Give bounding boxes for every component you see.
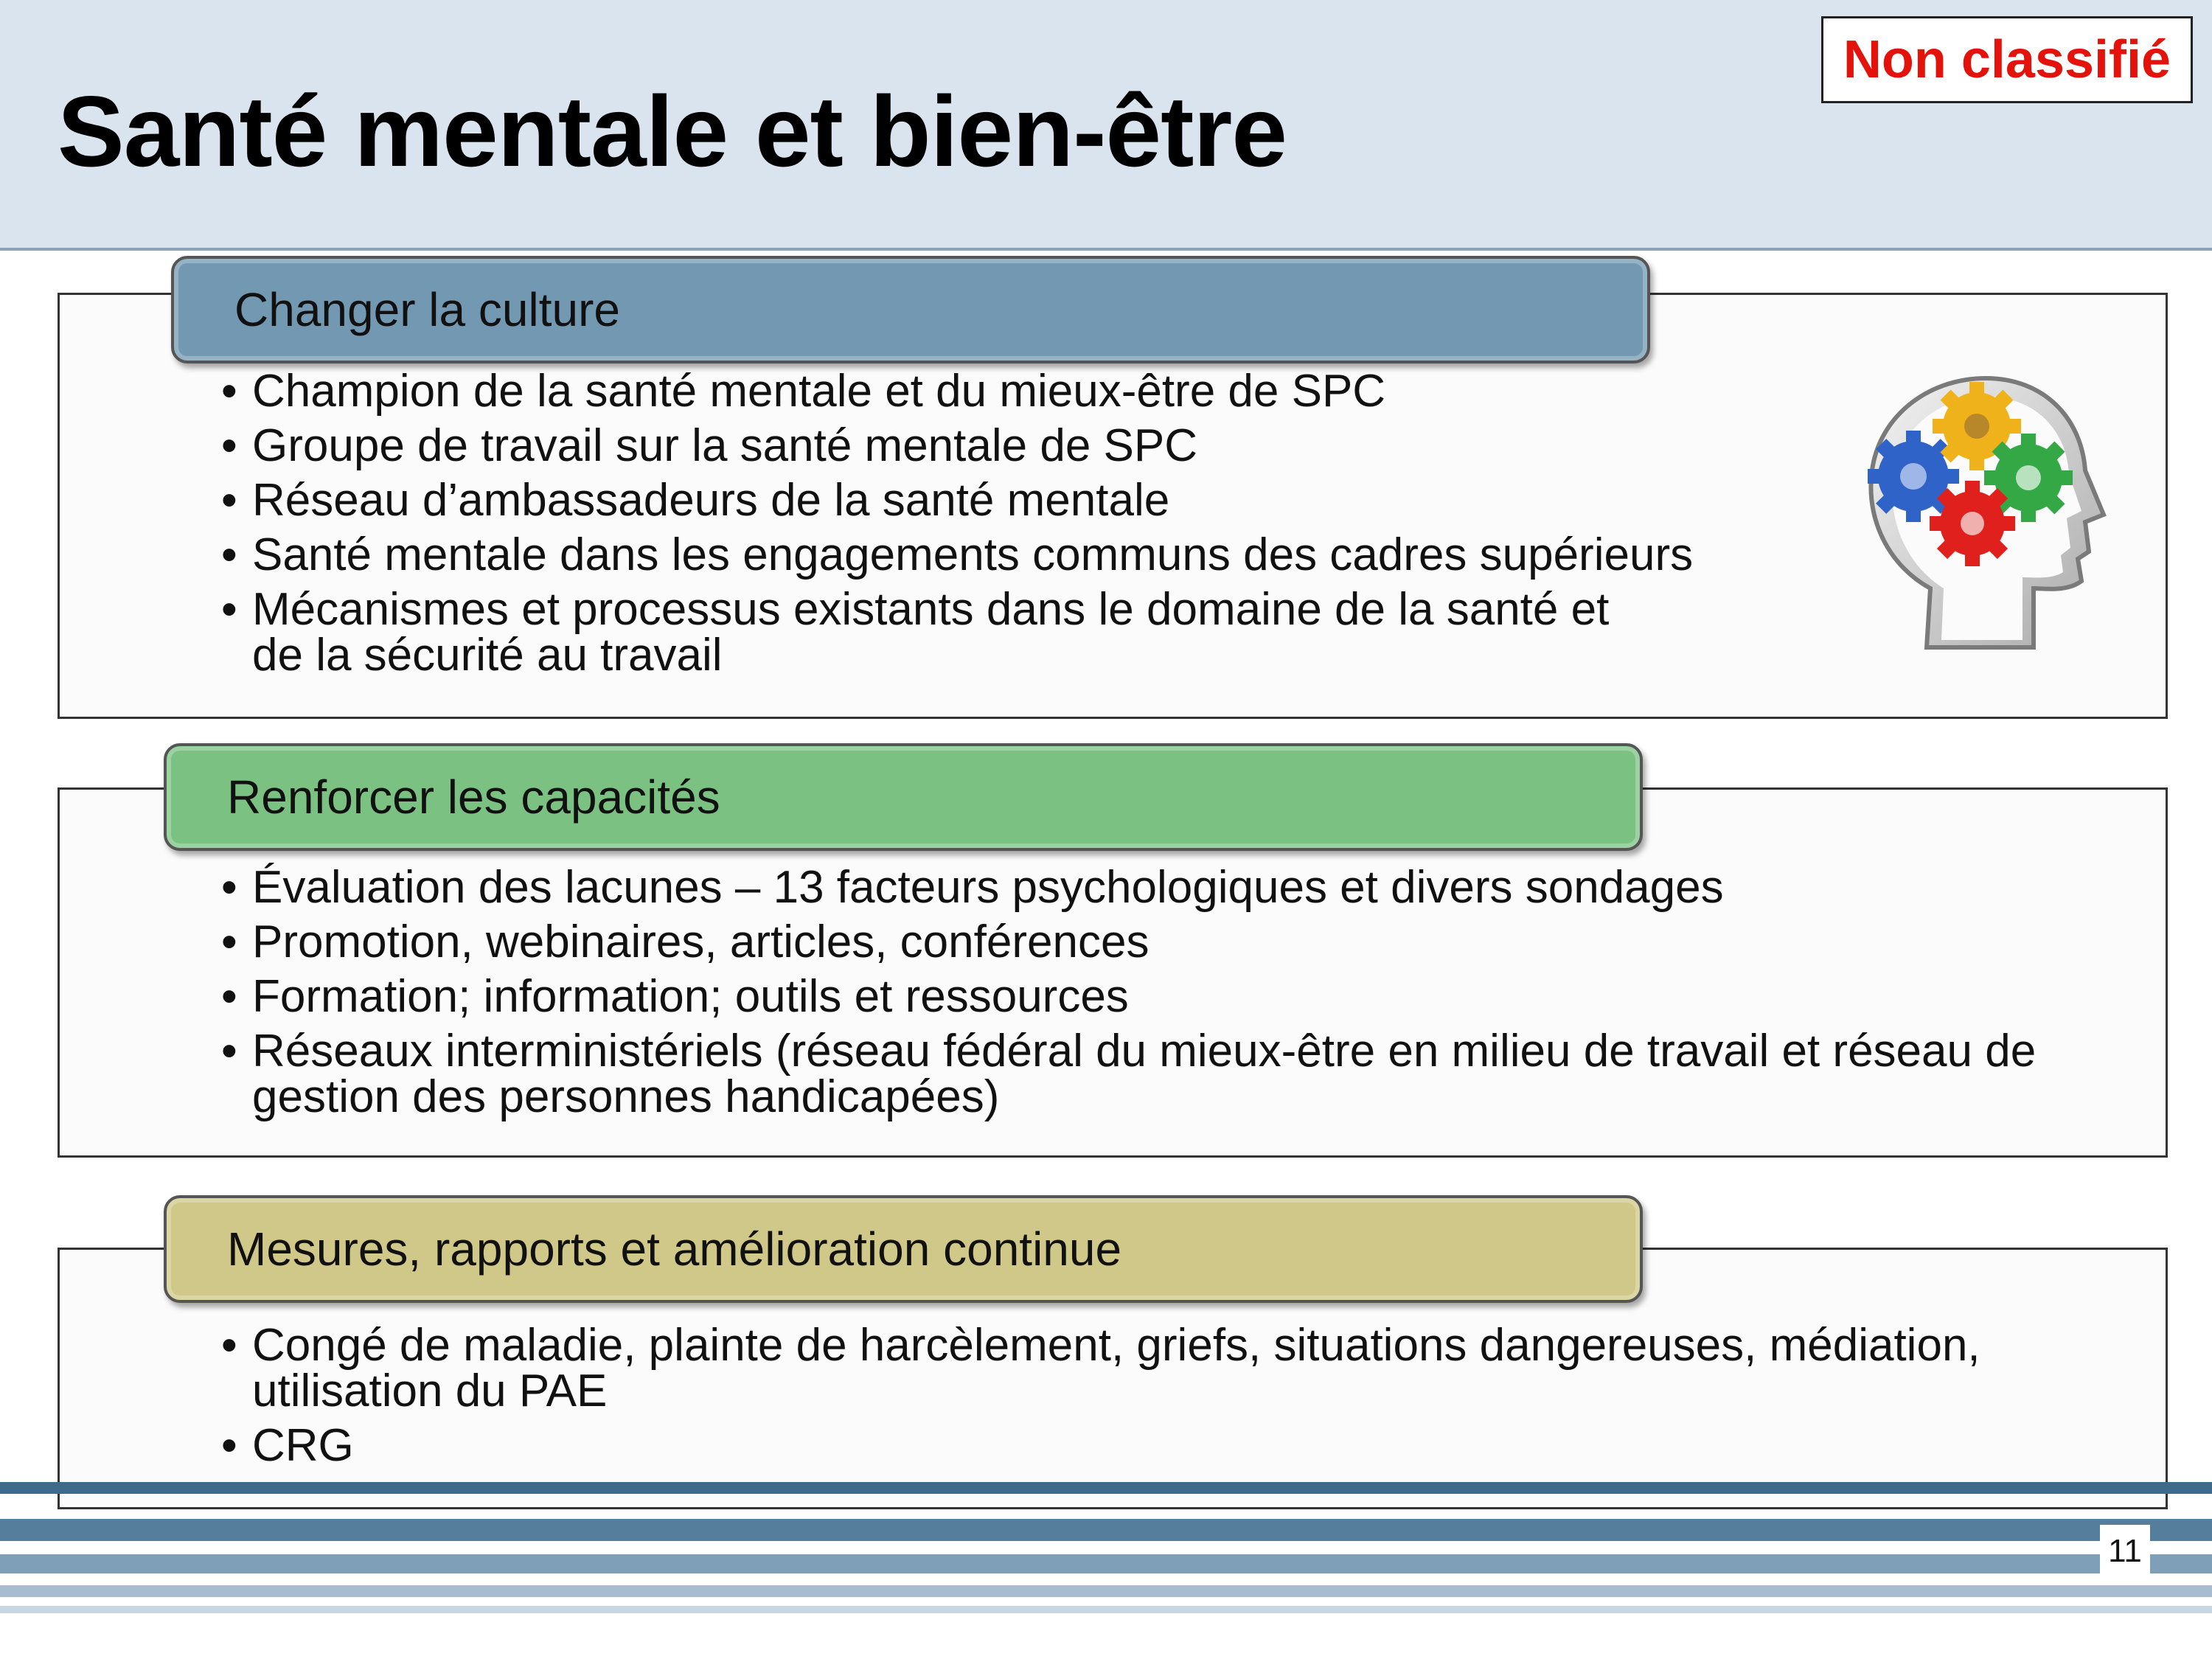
list-item: • Réseau d’ambassadeurs de la santé mentale bbox=[221, 478, 1806, 524]
head-with-gears-icon bbox=[1846, 367, 2118, 655]
list-item: • CRG bbox=[221, 1423, 2109, 1469]
classification-label: Non classifié bbox=[1821, 16, 2193, 103]
section-heading-label: Renforcer les capacités bbox=[227, 771, 720, 824]
list-item: • Congé de maladie, plainte de harcèlement, griefs, situations dangereuses, médiation, utilisation du PAE bbox=[221, 1323, 2109, 1414]
bullet-list-mesures bbox=[221, 1320, 2109, 1471]
list-item: • Formation; information; outils et ressources bbox=[221, 974, 2109, 1020]
page-number: 11 bbox=[2100, 1525, 2150, 1578]
list-item: • Promotion, webinaires, articles, conférences bbox=[221, 919, 2109, 965]
list-item: • Réseaux interministériels (réseau fédéral du mieux-être en milieu de travail et réseau de gestion des personnes handicapées) bbox=[221, 1029, 2109, 1120]
section-heading-label: Mesures, rapports et amélioration continue bbox=[227, 1222, 1122, 1276]
footer-stripes bbox=[0, 1482, 2212, 1659]
list-item: • Évaluation des lacunes – 13 facteurs psychologiques et divers sondages bbox=[221, 865, 2109, 911]
section-heading-culture bbox=[171, 256, 1650, 364]
list-item: • Santé mentale dans les engagements communs des cadres supérieurs bbox=[221, 532, 1806, 578]
slide-title: Santé mentale et bien-être bbox=[58, 75, 1287, 187]
list-item: • Groupe de travail sur la santé mentale de SPC bbox=[221, 423, 1806, 469]
section-heading-mesures bbox=[164, 1195, 1643, 1303]
section-heading-capacites bbox=[164, 743, 1643, 851]
bullet-list-culture bbox=[221, 366, 1806, 681]
bullet-list-capacites bbox=[221, 862, 2109, 1122]
list-item: • Champion de la santé mentale et du mieux-être de SPC bbox=[221, 369, 1806, 414]
section-heading-label: Changer la culture bbox=[234, 283, 620, 336]
list-item: • Mécanismes et processus existants dans le domaine de la santé et de la sécurité au travail bbox=[221, 587, 1653, 678]
